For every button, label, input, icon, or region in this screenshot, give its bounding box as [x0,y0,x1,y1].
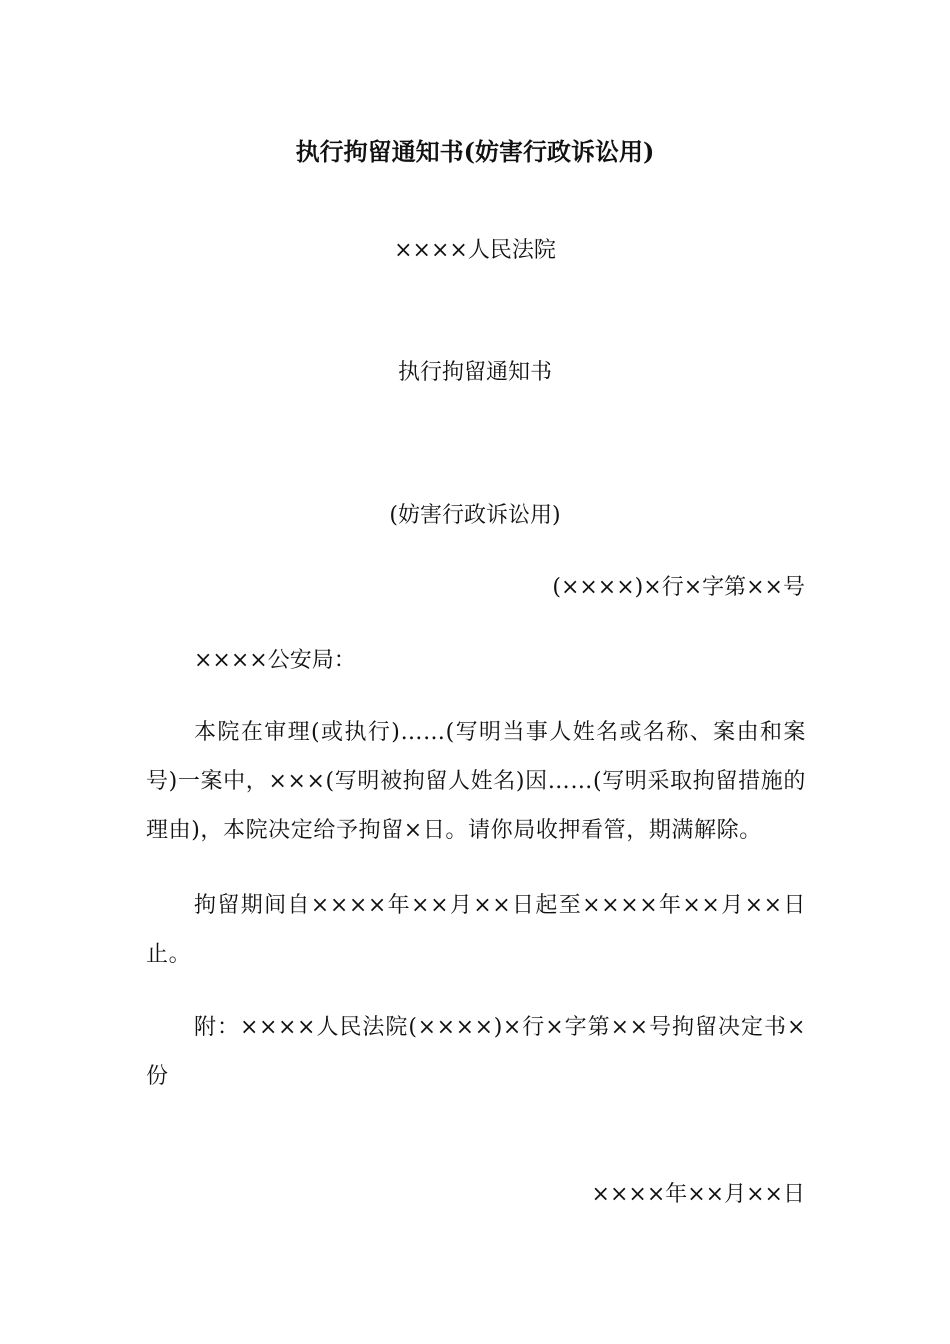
body-paragraph-2: 拘留期间自××××年××月××日起至××××年××月××日止。 [146,893,806,967]
form-subtitle: (妨害行政诉讼用) [389,503,561,528]
addressee: ××××公安局： [194,648,356,673]
case-number: (××××)×行×字第××号 [552,575,805,600]
body-paragraph-1: 本院在审理(或执行)……(写明当事人姓名或名称、案由和案号)一案中，×××(写明被拘留人姓名)因……(写明采取拘留措施的理由)，本院决定给予拘留×日。请你局收押看管，期满解除。 [146,720,806,843]
form-title: 执行拘留通知书 [397,360,552,385]
court-name: ××××人民法院 [394,238,556,263]
document-title: 执行拘留通知书(妨害行政诉讼用) [295,137,655,166]
document-date: ××××年××月××日 [591,1182,805,1207]
attachment-note: 附：××××人民法院(××××)×行×字第××号拘留决定书×份 [146,1015,806,1089]
